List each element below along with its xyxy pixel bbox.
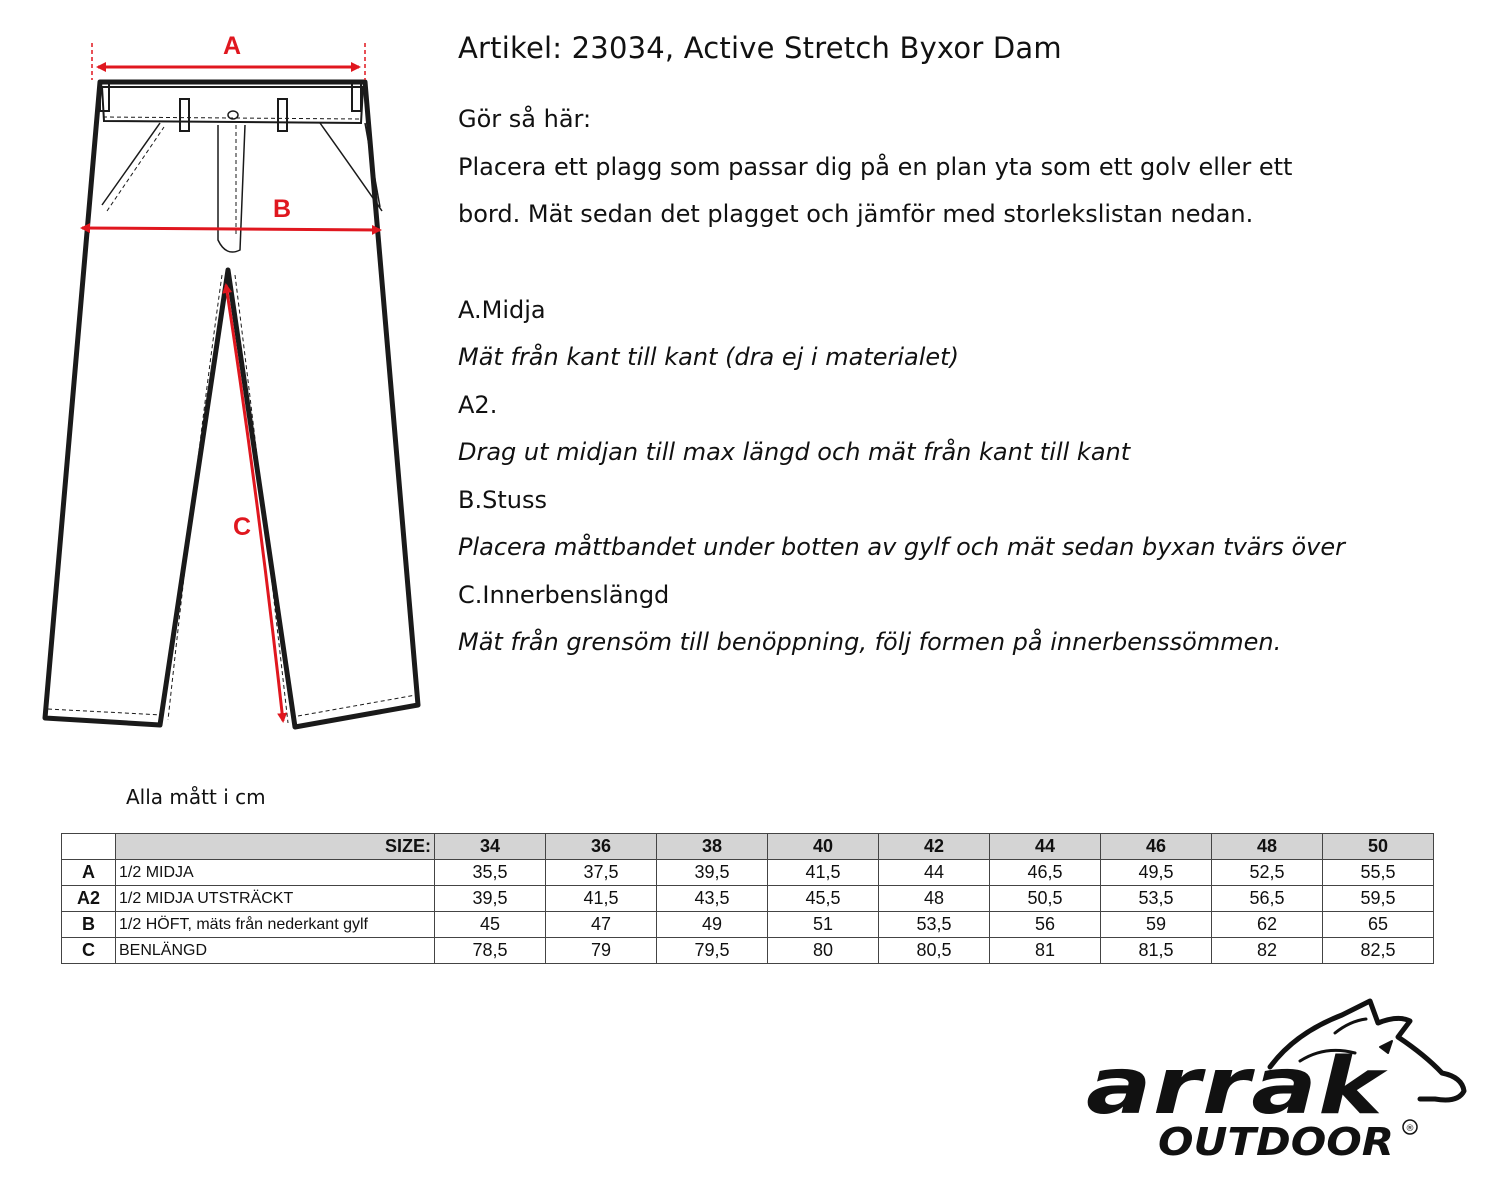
table-cell: 39,5: [657, 860, 768, 886]
table-cell: 53,5: [1101, 886, 1212, 912]
table-cell: 80,5: [879, 938, 990, 964]
table-cell: 41,5: [546, 886, 657, 912]
table-cell: 79,5: [657, 938, 768, 964]
size-header: 46: [1101, 834, 1212, 860]
table-cell: 49,5: [1101, 860, 1212, 886]
table-cell: 59,5: [1323, 886, 1434, 912]
pants-outline: [45, 81, 418, 727]
svg-text:®: ®: [1405, 1124, 1415, 1134]
size-header: 40: [768, 834, 879, 860]
table-cell: 62: [1212, 912, 1323, 938]
instructions: [458, 26, 1478, 667]
table-cell: 65: [1323, 912, 1434, 938]
row-code: B: [62, 912, 116, 938]
table-cell: 55,5: [1323, 860, 1434, 886]
table-cell: 37,5: [546, 860, 657, 886]
measure-c-label: C: [232, 513, 252, 541]
measure-text-a2: Drag ut midjan till max längd och mät från kant till kant: [458, 438, 1131, 466]
size-header: 38: [657, 834, 768, 860]
measure-text-b: Placera måttbandet under botten av gylf och mät sedan byxan tvärs över: [458, 533, 1346, 561]
table-cell: 80: [768, 938, 879, 964]
table-header-row: [62, 834, 1434, 860]
arrak-outdoor-logo: [1080, 995, 1480, 1165]
table-cell: 53,5: [879, 912, 990, 938]
row-label: 1/2 HÖFT, mäts från nederkant gylf: [116, 912, 435, 938]
measure-text-a: Mät från kant till kant (dra ej i materialet): [458, 343, 959, 371]
size-label: SIZE:: [116, 834, 435, 860]
table-cell: 59: [1101, 912, 1212, 938]
table-cell: 45: [435, 912, 546, 938]
size-header: 50: [1323, 834, 1434, 860]
measure-b: [82, 195, 380, 230]
table-cell: 79: [546, 938, 657, 964]
registered-mark: [1403, 1120, 1417, 1134]
table-cell: 43,5: [657, 886, 768, 912]
measure-b-label: B: [272, 195, 292, 223]
row-label: 1/2 MIDJA: [116, 860, 435, 886]
row-code: A2: [62, 886, 116, 912]
size-header: 34: [435, 834, 546, 860]
row-label: 1/2 MIDJA UTSTRÄCKT: [116, 886, 435, 912]
table-cell: 44: [879, 860, 990, 886]
measure-heading-a: A.Midja: [458, 295, 546, 324]
row-code: A: [62, 860, 116, 886]
table-row: [62, 860, 1434, 886]
table-cell: 78,5: [435, 938, 546, 964]
table-cell: 52,5: [1212, 860, 1323, 886]
measure-a-label: A: [222, 32, 242, 60]
measure-heading-a2: A2.: [458, 390, 498, 419]
how-to-heading: Gör så här:: [458, 105, 592, 133]
table-cell: 50,5: [990, 886, 1101, 912]
size-header: 44: [990, 834, 1101, 860]
table-row: [62, 886, 1434, 912]
table-cell: 81: [990, 938, 1101, 964]
table-row: [62, 912, 1434, 938]
size-table: [61, 833, 1434, 964]
table-corner-cell: [62, 834, 116, 860]
table-cell: 51: [768, 912, 879, 938]
table-cell: 82,5: [1323, 938, 1434, 964]
measure-c: [226, 285, 283, 721]
units-note: Alla mått i cm: [126, 785, 266, 809]
measure-a: [92, 32, 365, 80]
table-cell: 39,5: [435, 886, 546, 912]
size-header: 48: [1212, 834, 1323, 860]
measure-heading-c: C.Innerbenslängd: [458, 580, 670, 609]
table-cell: 82: [1212, 938, 1323, 964]
table-cell: 56: [990, 912, 1101, 938]
measure-heading-b: B.Stuss: [458, 485, 547, 514]
table-cell: 41,5: [768, 860, 879, 886]
how-to-line: Placera ett plagg som passar dig på en plan yta som ett golv eller ett: [458, 152, 1293, 181]
table-cell: 35,5: [435, 860, 546, 886]
table-cell: 49: [657, 912, 768, 938]
table-cell: 46,5: [990, 860, 1101, 886]
row-label: BENLÄNGD: [116, 938, 435, 964]
row-code: C: [62, 938, 116, 964]
how-to-line: bord. Mät sedan det plagget och jämför med storlekslistan nedan.: [458, 200, 1254, 228]
logo-brand-text: arrak: [1086, 1042, 1388, 1132]
pants-diagram: [30, 25, 440, 745]
article-title: Artikel: 23034, Active Stretch Byxor Dam: [458, 31, 1062, 65]
table-cell: 47: [546, 912, 657, 938]
table-cell: 56,5: [1212, 886, 1323, 912]
table-row: [62, 938, 1434, 964]
table-cell: 45,5: [768, 886, 879, 912]
size-header: 42: [879, 834, 990, 860]
measure-text-c: Mät från grensöm till benöppning, följ formen på innerbenssömmen.: [458, 628, 1282, 656]
size-header: 36: [546, 834, 657, 860]
table-cell: 48: [879, 886, 990, 912]
table-cell: 81,5: [1101, 938, 1212, 964]
logo-sub-text: OUTDOOR: [1158, 1120, 1394, 1164]
